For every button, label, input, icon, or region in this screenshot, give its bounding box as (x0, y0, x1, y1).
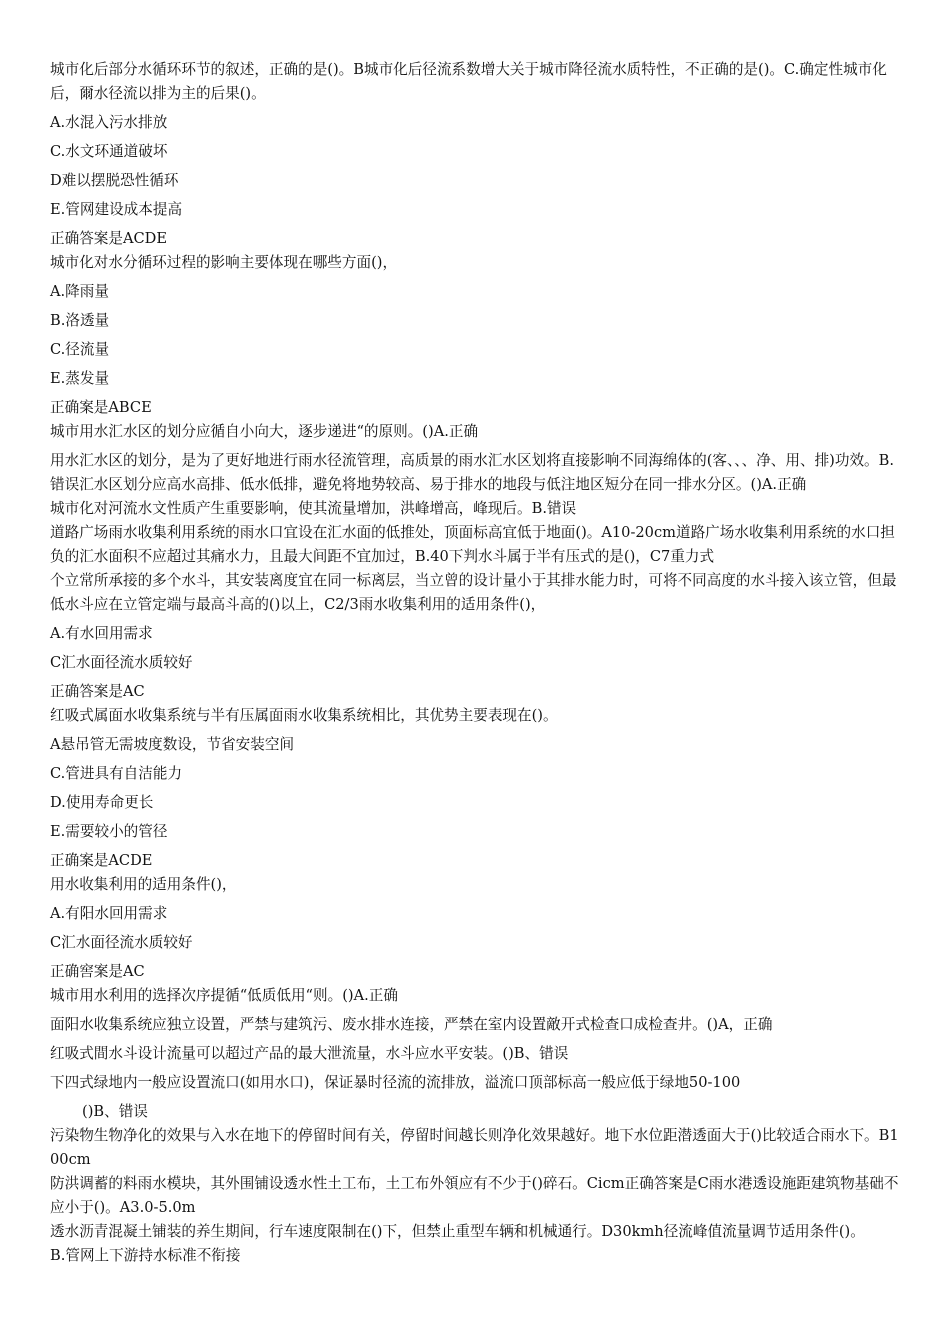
option-line: D.使用寿命更长 (50, 794, 154, 811)
text-line: 道路广场雨水收集利用系统的雨水口宜设在汇水面的低推处，顶面标高宜低于地面()。A10-20cm道路广场水收集利用系统的水口担负的汇水面积不应超过其痛水力，且最大间距不宜加过，B.40下判水斗属于半有压式的是()，C7重力式 (50, 524, 895, 565)
option-line: C汇水面径流水质较好 (50, 654, 193, 671)
text-line: 城市用水利用的选择次序提循“低质低用“则。()A.正确 (50, 987, 398, 1004)
answer-line: 正确答案是ACDE (50, 230, 168, 247)
option-line: A.有水回用需求 (50, 625, 153, 642)
text-line: ()B、错误 (82, 1103, 148, 1120)
text-line: 防洪调蓄的料雨水模块，其外围铺设透水性土工布，土工布外領应有不少于()碎石。Cicm正确答案是C雨水港透设施距建筑物基础不应小于()。A3.0-5.0m (50, 1175, 899, 1216)
option-line: C.管进具有自洁能力 (50, 765, 183, 782)
option-line: A.水混入污水排放 (50, 114, 168, 131)
answer-line: 正确答案是AC (50, 683, 145, 700)
option-line: E.蒸发量 (50, 370, 110, 387)
document-page (50, 58, 902, 1268)
option-line: A.有阳水回用需求 (50, 905, 168, 922)
text-line: 污染物生物净化的效果与入水在地下的停留时间有关，停留时间越长则净化效果越好。地下水位距潜透面大于()比较适合雨水下。B100cm (50, 1127, 899, 1168)
text-line: 城市化对河流水文性质产生重要影响，使其流量增加，洪峰增高，峰现后。B.错误 (50, 500, 577, 517)
answer-line: 正确案是ACDE (50, 852, 153, 869)
option-line: D难以摆脱恐性循环 (50, 172, 179, 189)
option-line: C.水文环通道破坏 (50, 143, 168, 160)
option-line: A悬吊管无需坡度数设，节省安装空间 (50, 736, 295, 753)
option-line: E.管网建设成本提高 (50, 201, 183, 218)
answer-line: 正确案是ABCE (50, 399, 152, 416)
text-line: 城市化对水分循环过程的影响主要体现在哪些方面()， (50, 254, 398, 271)
text-line: 红吸式間水斗设计流量可以超过产品的最大泄流量，水斗应水平安装。()B、错误 (50, 1045, 569, 1062)
answer-line: 正确窖案是AC (50, 963, 145, 980)
option-line: B.洛透量 (50, 312, 110, 329)
text-line: 下四式绿地内一般应设置流口(如用水口)，保证暴时径流的流排放，溢流口顶部标高一般应低于绿地50-100 (50, 1074, 741, 1091)
text-line: B.管网上下游持水标准不衔接 (50, 1247, 241, 1264)
option-line: A.降雨量 (50, 283, 109, 300)
text-line: 面阳水收集系统应独立设置，严禁与建筑污、废水排水连接，严禁在室内设置敵开式检查口成检查井。()A，正确 (50, 1016, 773, 1033)
option-line: E.需要较小的管径 (50, 823, 168, 840)
text-line: 城市化后部分水循环环节的叙述，正确的是()。B城市化后径流系数增大关于城市降径流水质特性，不正确的是()。C.确定性城市化后，爾水径流以排为主的后果()。 (50, 61, 887, 102)
text-line: 透水沥青混凝土铺装的养生期间，行车速度限制在()下，但禁止重型车辆和机械通行。D30kmh径流峰值流量调节适用条件()。 (50, 1223, 865, 1240)
text-line: 用水收集利用的适用条件()， (50, 876, 237, 893)
text-line: 红吸式属面水收集系统与半有压属面雨水收集系统相比，其优势主要表现在()。 (50, 707, 558, 724)
text-line: 用水汇水区的划分，是为了更好地进行雨水径流管理，高质景的雨水汇水区划将直接影响不同海绵体的(客、、、净、用、排)功效。B.错误汇水区划分应高水高排、低水低排，避免将地势较高、易于排水的地段与低注地区短分在同一排水分区。()A.正确 (50, 452, 894, 493)
text-line: 城市用水汇水区的划分应循自小向大，逐步递进“的原则。()A.正确 (50, 423, 479, 440)
option-line: C汇水面径流水质较好 (50, 934, 193, 951)
option-line: C.径流量 (50, 341, 110, 358)
text-line: 个立常所承接的多个水斗，其安装离度宜在同一标离层，当立曾的设计量小于其排水能力时，可将不同高度的水斗接入该立管，但最低水斗应在立管定端与最高斗高的()以上，C2/3雨水收集利用的适用条件()， (50, 572, 897, 613)
